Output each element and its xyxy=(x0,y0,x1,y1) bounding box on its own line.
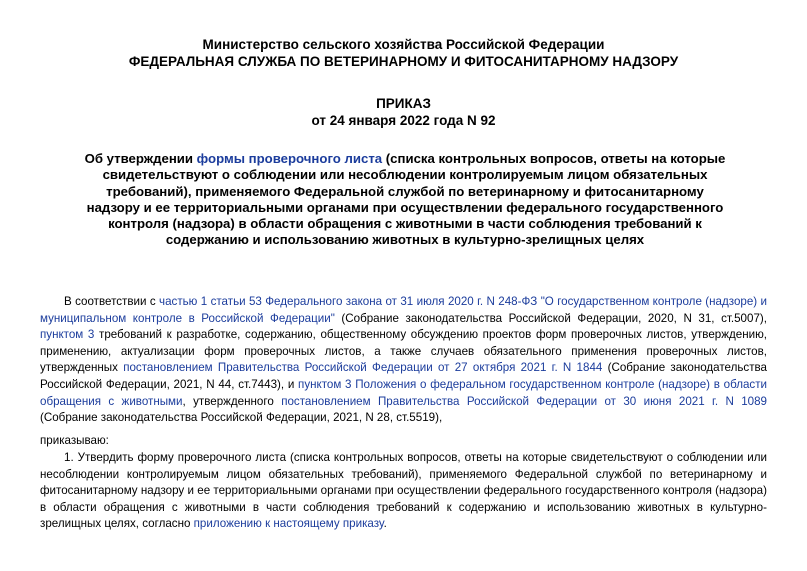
resolution-1089-link[interactable]: постановлением Правительства Российской Федерации от 30 июня 2021 г. N 1089 xyxy=(281,394,768,408)
preamble-text-5: , утвержденного xyxy=(182,394,282,408)
preamble-paragraph xyxy=(40,294,767,427)
document-title xyxy=(80,151,730,249)
preamble-text-1: В соответствии с xyxy=(64,295,160,308)
document-type: ПРИКАЗ xyxy=(376,96,431,111)
item-1-text: 1. Утвердить форму проверочного листа (списка контрольных вопросов, ответы на которые свидетельствуют о соблюдении или несоблюдении контролируемым лицом обязательных требований), применяемого Федеральной службой по ветеринарному и фитосанитарному надзору и ее территориальными органами при осуществлении федерального государственного контроля (надзора) в области обращения с животными в части соблюдения требований к содержанию и использованию животных в культурно-зрелищных целях, согласно xyxy=(40,451,767,531)
order-word: приказываю: xyxy=(40,434,109,447)
preamble-text-6: (Собрание законодательства Российской Федерации, 2021, N 28, ст.5519), xyxy=(40,411,443,425)
regulation-point-3-link[interactable]: пунктом 3 Положения о федеральном государственном контроле (надзоре) в области обращения с животными xyxy=(40,377,768,408)
point-3-link[interactable]: пунктом 3 xyxy=(40,328,95,342)
item-1-paragraph xyxy=(40,450,767,533)
preamble-text-3: требований к разработке, содержанию, общественному обсуждению проектов форм проверочных листов, утверждению, применению, актуализации форм проверочных листов, а также случаев обязательного применения проверочных листов, утвержденных xyxy=(40,328,768,375)
title-lead: Об утверждении xyxy=(84,151,197,166)
law-248-fz-link[interactable]: частью 1 статьи 53 Федерального закона от 31 июля 2020 г. N 248-ФЗ "О государственном контроле (надзоре) и муниципальном контроле в Российской Федерации" xyxy=(40,295,767,325)
preamble-text-2: (Собрание законодательства Российской Федерации, 2020, N 31, ст.5007), xyxy=(334,311,767,325)
title-rest: (списка контрольных вопросов, ответы на которые свидетельствуют о соблюдении или несоблюдении контролируемым лицом обязательных требований), применяемого Федеральной службой по ветеринарному и фитосанитарному надзору и ее территориальными органами при осуществлении федерального государственного контроля (надзора) в области обращения с животными в части соблюдения требований к содержанию и использованию животных в культурно-зрелищных целях xyxy=(86,151,726,248)
document-date: от 24 января 2022 года N 92 xyxy=(311,113,496,128)
item-1-end: . xyxy=(383,517,387,531)
resolution-1844-link[interactable]: постановлением Правительства Российской Федерации от 27 октября 2021 г. N 1844 xyxy=(123,361,603,375)
ministry-heading: Министерство сельского хозяйства Российской Федерации xyxy=(202,37,605,52)
title-form-link[interactable]: формы проверочного листа xyxy=(196,151,383,166)
preamble-text-4: (Собрание законодательства Российской Федерации, 2021, N 44, ст.7443), и xyxy=(40,361,768,391)
appendix-link[interactable]: приложению к настоящему приказу xyxy=(193,517,384,531)
service-heading: ФЕДЕРАЛЬНАЯ СЛУЖБА ПО ВЕТЕРИНАРНОМУ И ФИТОСАНИТАРНОМУ НАДЗОРУ xyxy=(128,54,679,69)
